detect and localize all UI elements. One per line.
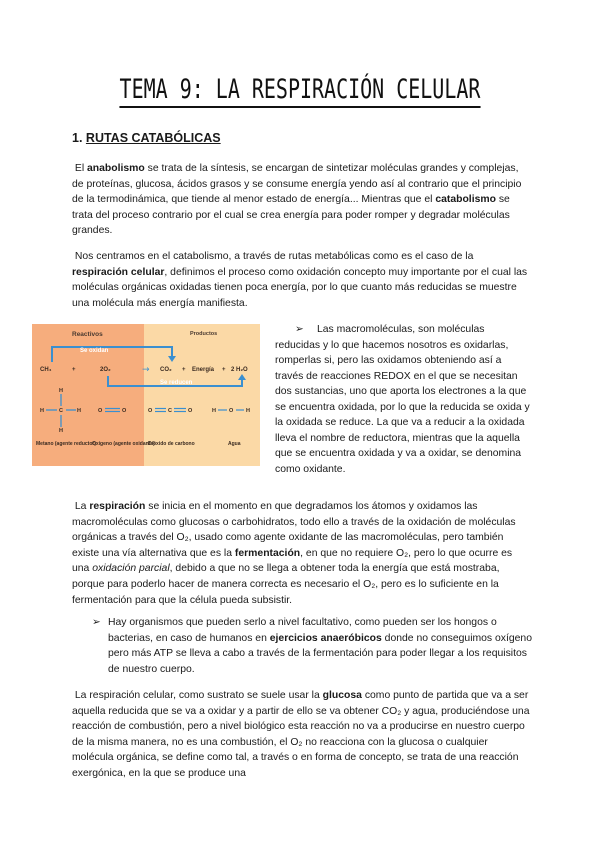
svg-text:H: H xyxy=(212,408,216,414)
svg-text:H: H xyxy=(40,408,44,414)
page-title-text: TEMA 9: LA RESPIRACIÓN CELULAR xyxy=(120,74,481,108)
eq-energia: Energía xyxy=(192,367,215,373)
eq-h2o: 2 H₂O xyxy=(231,367,248,373)
p4-text-a: La respiración celular, como sustrato se suele usar la xyxy=(74,690,323,701)
productos-label: Productos xyxy=(190,331,218,337)
eq-ch4: CH₄ xyxy=(40,367,52,373)
svg-text:C: C xyxy=(59,408,63,414)
p2-text-c: , definimos el proceso como oxidación concepto muy importante por el cual las moléculas orgánicas oxidadas tienen poca energía, por lo que cuanto más reducidas se muestre una molécula más energía manifiesta. xyxy=(72,266,528,309)
svg-text:O: O xyxy=(148,408,153,414)
paragraph-anabolismo xyxy=(72,161,530,239)
se-reducen-label: Se reducen xyxy=(160,380,193,386)
label-metano-text: Metano (agente reductor) xyxy=(36,441,97,447)
bullet-macromoleculas-text: Las macromoléculas, son moléculas reducidas y lo que hacemos nosotros es oxidarlas, romperlas si, pero las oxidamos obteniendo así a través de reacciones REDOX en el que se necesitan dos sustancias, uno que aporta los electrones a la que se encuentra oxidada, por lo que la reducida se oxida y la oxidada se reduce. La que va a reducir a la oxidada lleva el nombre de reductora, mientras que la aquella que se encuentra oxidada y va a oxidar, se denomina como oxidante. xyxy=(275,324,530,475)
paragraph-glucosa xyxy=(72,688,530,782)
p3-text-c: se inicia en el momento en que degradamos los átomos y oxidamos las macromoléculas como glucosas o carbohidratos, todo ello a través de la oxidación de moléculas orgánicas a través del O₂, usado como agente oxidante de las macromoléculas, pero también existe una vía alternativa que es la xyxy=(72,501,516,559)
p4-text-c: como punto de partida que va a ser aquella reducida que se va a oxidar y a partir de ello se va obtener CO₂ y agua, produciéndose una reacción de combustión, pero a nivel biológico esta reacción no va a producirse en nuestro cuerpo de la misma manera, no es una combustión, el O₂ no reacciona con la glucosa o cualquier molécula orgánica, se define como tal, a través o en forma de concepto, se trata de una reacción exergónica, en la que se produce una xyxy=(72,690,530,779)
p3-text-e: , en que no requiere O₂, pero lo que ocurre es una xyxy=(72,547,513,575)
svg-text:H: H xyxy=(59,388,63,394)
label-oxigeno-text: Oxígeno (agente oxidante) xyxy=(92,441,155,447)
svg-text:O: O xyxy=(188,408,193,414)
svg-text:O: O xyxy=(229,408,234,414)
label-agua: Agua xyxy=(228,441,241,447)
eq-plus-3: + xyxy=(222,367,226,373)
p3-text-g: , debido a que no se llega a obtener toda la energía que está mostraba, porque para poderlo hacer de manera correcta es necesario el O₂, pero es lo suficiente en la fermentación para que la célula pueda subsistir. xyxy=(72,563,500,606)
eq-o2: 2O₂ xyxy=(100,367,111,373)
bullet-macromoleculas xyxy=(275,322,530,477)
p1-text-e: se trata del proceso contrario por el cual se crea energía para poder romper y degradar moléculas grandes. xyxy=(72,194,510,237)
term-fermentacion: fermentación xyxy=(234,547,301,559)
p2-text-a: Nos centramos en el catabolismo, a través de rutas metabólicas como es el caso de la xyxy=(74,251,474,262)
p1-text-a: El xyxy=(74,163,88,174)
section-title: RUTAS CATABÓLICAS xyxy=(85,131,221,145)
term-respiracion: respiración xyxy=(89,501,146,512)
svg-text:O: O xyxy=(98,408,103,414)
eq-plus-2: + xyxy=(182,367,186,373)
redox-diagram xyxy=(32,324,260,466)
term-catabolismo: catabolismo xyxy=(435,194,496,206)
paragraph-respiracion xyxy=(72,499,530,608)
term-ejercicios-anaerobicos: ejercicios anaeróbicos xyxy=(269,632,382,644)
se-oxidan-label: Se oxidan xyxy=(80,348,109,354)
bullet2-text-c: donde no conseguimos oxígeno pero más ATP se lleva a cabo a través de la fermentación para poder llegar a los requisitos de nuestro cuerpo. xyxy=(108,632,532,675)
svg-text:H: H xyxy=(246,408,250,414)
term-respiracion-celular: respiración celular xyxy=(72,266,165,278)
arrow-bullet-icon: ➢ xyxy=(92,617,101,628)
term-oxidacion-parcial: oxidación parcial xyxy=(92,563,170,575)
bullet-organismos xyxy=(92,615,532,677)
svg-text:C: C xyxy=(168,408,172,414)
term-glucosa: glucosa xyxy=(322,690,362,701)
p1-text-c: se trata de la síntesis, se encargan de sintetizar moléculas grandes y complejas, de proteínas, glucosa, ácidos grasos y se consume energía yendo así al contrario que el principio de la termodinámica, que tiende al menor estado de energía... Mientras que el xyxy=(72,163,522,206)
section-heading xyxy=(72,131,221,145)
arrow-bullet-icon: ➢ xyxy=(295,324,304,335)
label-oxigeno xyxy=(92,441,155,447)
term-anabolismo: anabolismo xyxy=(87,163,145,174)
svg-text:H: H xyxy=(77,408,81,414)
svg-text:H: H xyxy=(59,428,63,434)
eq-co2: CO₂ xyxy=(160,367,172,373)
reactivos-label: Reactivos xyxy=(72,331,103,338)
paragraph-catabolismo xyxy=(72,249,530,311)
label-co2: Dióxido de carbono xyxy=(148,441,195,447)
eq-plus-1: + xyxy=(72,367,76,373)
label-metano xyxy=(36,441,96,447)
page-title xyxy=(78,74,522,105)
section-number: 1. xyxy=(72,131,83,145)
eq-arrow: → xyxy=(142,365,150,375)
bullet-organismos-text xyxy=(92,615,532,677)
svg-text:O: O xyxy=(122,408,127,414)
p3-text-a: La xyxy=(74,501,90,512)
bullet2-text-a: Hay organismos que pueden serlo a nivel facultativo, como pueden ser los hongos o bacterias, en caso de humanos en xyxy=(108,617,497,644)
